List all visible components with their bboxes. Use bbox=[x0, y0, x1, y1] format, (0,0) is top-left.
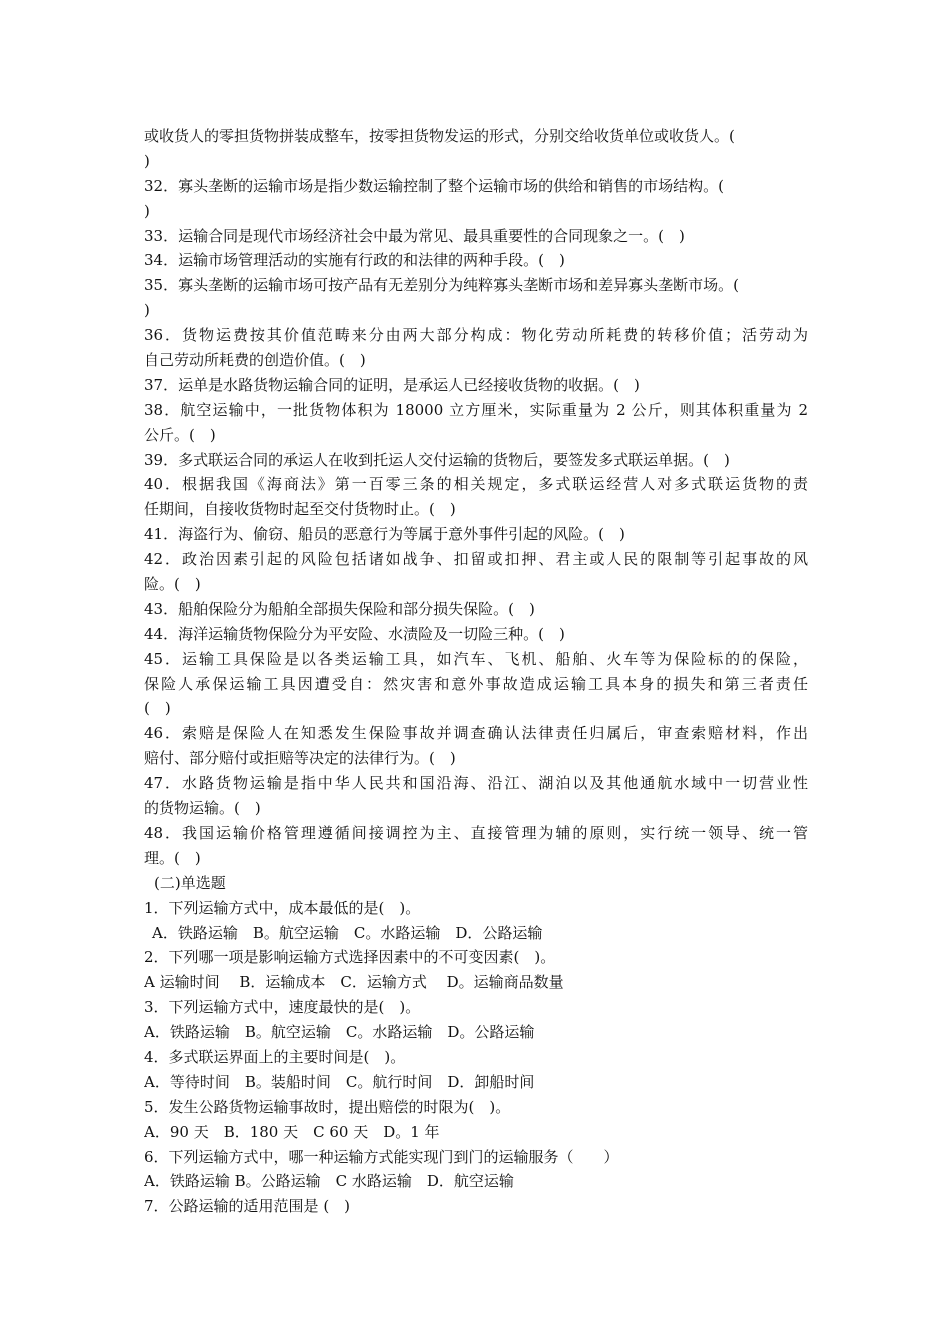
question-44: 44．海洋运输货物保险分为平安险、水渍险及一切险三种。( ) bbox=[144, 624, 565, 643]
mc-question-6: 6．下列运输方式中，哪一种运输方式能实现门到门的运输服务（ ） bbox=[144, 1147, 619, 1166]
text-line-4: ) bbox=[144, 201, 150, 220]
question-38: 38．航空运输中，一批货物体积为 18000 立方厘米，实际重量为 2 公斤，则其体积重量为 2 bbox=[144, 400, 808, 419]
question-46: 46．索赔是保险人在知悉发生保险事故并调查确认法律责任归属后，审查索赔材料，作出 bbox=[144, 724, 808, 743]
question-37: 37．运单是水路货物运输合同的证明，是承运人已经接收货物的收据。( ) bbox=[144, 375, 640, 394]
mc-options-3: A．铁路运输 B。航空运输 C。水路运输 D。公路运输 bbox=[144, 1023, 535, 1042]
question-32: 32．寡头垄断的运输市场是指少数运输控制了整个运输市场的供给和销售的市场结构。( bbox=[144, 176, 724, 195]
question-33: 33．运输合同是现代市场经济社会中最为常见、最具重要性的合同现象之一。( ) bbox=[144, 226, 685, 245]
mc-question-4: 4．多式联运界面上的主要时间是( )。 bbox=[144, 1047, 406, 1066]
mc-question-7: 7．公路运输的适用范围是 ( ) bbox=[144, 1197, 351, 1216]
question-36: 36．货物运费按其价值范畴来分由两大部分构成：物化劳动所耗费的转移价值；活劳动为 bbox=[144, 326, 808, 345]
section-title: (二)单选题 bbox=[154, 873, 226, 892]
mc-question-1: 1．下列运输方式中，成本最低的是( )。 bbox=[144, 898, 421, 917]
mc-options-6: A．铁路运输 B。公路运输 C 水路运输 D．航空运输 bbox=[144, 1172, 514, 1191]
question-47: 47．水路货物运输是指中华人民共和国沿海、沿江、湖泊以及其他通航水域中一切营业性 bbox=[144, 774, 808, 793]
text-line-13: 公斤。( ) bbox=[144, 425, 216, 444]
mc-options-5: A．90 天 B．180 天 C 60 天 D。1 年 bbox=[144, 1122, 440, 1141]
mc-question-3: 3．下列运输方式中，速度最快的是( )。 bbox=[144, 998, 421, 1017]
mc-options-4: A．等待时间 B。装船时间 C。航行时间 D．卸船时间 bbox=[144, 1072, 535, 1091]
text-line-23: 保险人承保运输工具因遭受自：然灾害和意外事故造成运输工具本身的损失和第三者责任 bbox=[144, 674, 808, 693]
question-43: 43．船舶保险分为船舶全部损失保险和部分损失保险。( ) bbox=[144, 599, 535, 618]
document-page bbox=[144, 124, 808, 1219]
text-line-2: ) bbox=[144, 151, 150, 170]
text-line-10: 自己劳动所耗费的创造价值。( ) bbox=[144, 351, 366, 370]
mc-question-5: 5．发生公路货物运输事故时，提出赔偿的时限为( )。 bbox=[144, 1097, 511, 1116]
text-line-24: ( ) bbox=[144, 699, 171, 718]
text-line-28: 的货物运输。( ) bbox=[144, 799, 261, 818]
question-42: 42．政治因素引起的风险包括诸如战争、扣留或扣押、君主或人民的限制等引起事故的风 bbox=[144, 550, 808, 569]
mc-question-2: 2．下列哪一项是影响运输方式选择因素中的不可变因素( )。 bbox=[144, 948, 556, 967]
text-line-19: 险。( ) bbox=[144, 575, 201, 594]
question-35: 35．寡头垄断的运输市场可按产品有无差别分为纯粹寡头垄断市场和差异寡头垄断市场。( bbox=[144, 276, 739, 295]
question-48: 48．我国运输价格管理遵循间接调控为主、直接管理为辅的原则，实行统一领导、统一管 bbox=[144, 823, 808, 842]
text-line-16: 任期间，自接收货物时起至交付货物时止。( ) bbox=[144, 500, 456, 519]
text-line-8: ) bbox=[144, 301, 150, 320]
question-45: 45．运输工具保险是以各类运输工具，如汽车、飞机、船舶、火车等为保险标的的保险， bbox=[144, 649, 808, 668]
question-41: 41．海盗行为、偷窃、船员的恶意行为等属于意外事件引起的风险。( ) bbox=[144, 525, 625, 544]
text-line-26: 赔付、部分赔付或拒赔等决定的法律行为。( ) bbox=[144, 749, 456, 768]
question-39: 39．多式联运合同的承运人在收到托运人交付运输的货物后，要签发多式联运单据。( ) bbox=[144, 450, 730, 469]
question-40: 40．根据我国《海商法》第一百零三条的相关规定，多式联运经营人对多式联运货物的责 bbox=[144, 475, 808, 494]
text-line-30: 理。( ) bbox=[144, 848, 201, 867]
mc-options-1: A．铁路运输 B。航空运输 C。水路运输 D．公路运输 bbox=[152, 923, 543, 942]
mc-options-2: A 运输时间 B．运输成本 C．运输方式 D。运输商品数量 bbox=[144, 973, 564, 992]
text-line-1: 或收货人的零担货物拼装成整车，按零担货物发运的形式，分别交给收货单位或收货人。( bbox=[144, 127, 735, 145]
question-34: 34．运输市场管理活动的实施有行政的和法律的两种手段。( ) bbox=[144, 251, 565, 270]
